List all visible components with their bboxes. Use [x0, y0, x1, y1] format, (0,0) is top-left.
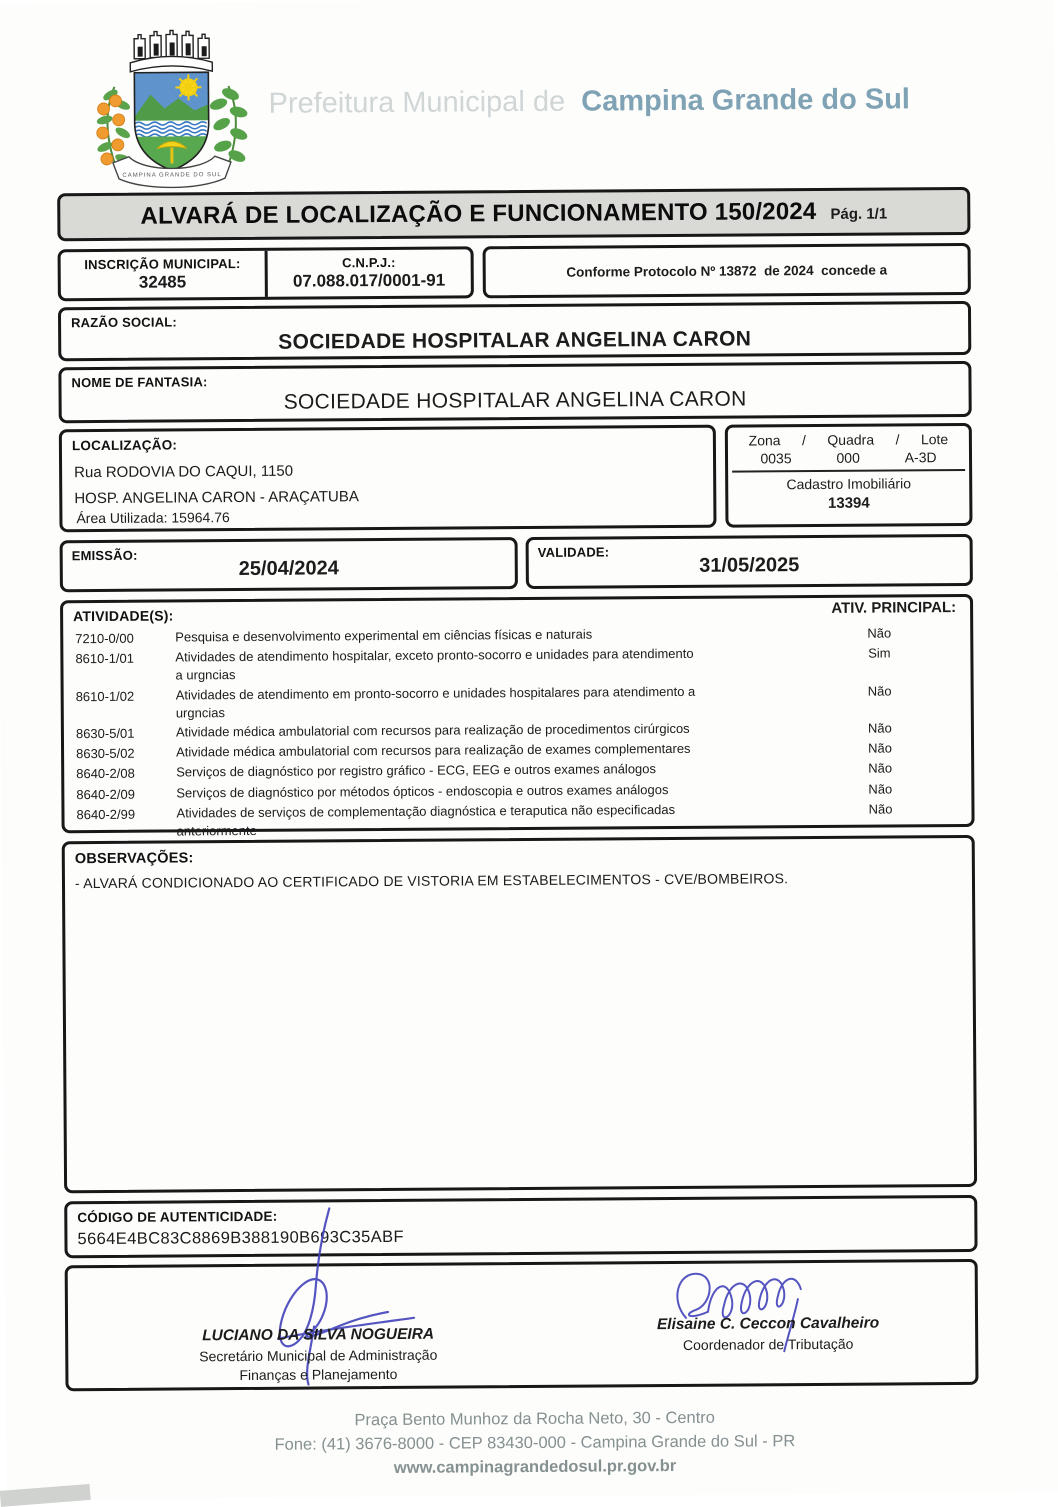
activity-desc: Atividades de atendimento em pronto-socorro e unidades hospitalares para atendimento a urgncias [176, 682, 795, 723]
emissao-date: 25/04/2024 [63, 556, 515, 582]
document-title: ALVARÁ DE LOCALIZAÇÃO E FUNCIONAMENTO 150/2024 [140, 198, 816, 231]
footer-phone: Fone: (41) 3676-8000 - CEP 83430-000 - Campina Grande do Sul - PR [6, 1428, 1058, 1459]
cadastro-value: 13394 [728, 491, 969, 513]
autenticidade-label: CÓDIGO DE AUTENTICIDADE: [77, 1209, 277, 1225]
title-bar [57, 187, 970, 241]
emissao-label: EMISSÃO: [72, 548, 138, 563]
activity-desc: Pesquisa e desenvolvimento experimental em ciências físicas e naturais [175, 624, 794, 647]
address-complement: HOSP. ANGELINA CARON - ARAÇATUBA [74, 488, 359, 507]
inscricao-label: INSCRIÇÃO MUNICIPAL: [84, 256, 240, 272]
address-line: Rua RODOVIA DO CAQUI, 1150 [74, 463, 293, 482]
zql-header [728, 426, 969, 449]
activity-code: 7210-0/00 [75, 628, 175, 648]
activity-code: 8630-5/01 [76, 723, 176, 743]
signer-left-role2: Finanças e Planejamento [108, 1365, 528, 1384]
page-indicator: Pág. 1/1 [830, 201, 887, 222]
signer-left [108, 1325, 528, 1384]
protocolo-box [483, 243, 971, 298]
nome-fantasia-box [58, 361, 971, 423]
activity-code: 8630-5/02 [76, 744, 176, 764]
zona-label: Zona [749, 432, 781, 448]
activity-code: 8640-2/08 [76, 764, 176, 784]
header-org-line [268, 83, 910, 120]
activity-code: 8640-2/99 [76, 804, 176, 824]
signer-right-name: Elisaine C. Ceccon Cavalheiro [588, 1314, 948, 1335]
signer-left-role1: Secretário Municipal de Administração [108, 1346, 528, 1365]
razao-social-box [58, 301, 971, 361]
activity-code: 8610-1/02 [76, 686, 176, 706]
ativ-principal-label: ATIV. PRINCIPAL: [831, 599, 956, 617]
signer-left-name: LUCIANO DA SILVA NOGUEIRA [108, 1325, 528, 1346]
activity-principal: Não [795, 681, 965, 701]
activity-principal: Não [795, 758, 965, 778]
org-prefix: Prefeitura Municipal de [268, 86, 565, 120]
inscricao-cell [61, 251, 265, 298]
signer-right [588, 1314, 948, 1354]
quadra-value: 000 [836, 450, 859, 466]
atividades-box [60, 594, 975, 833]
separator: / [802, 432, 806, 448]
autenticidade-code: 5664E4BC83C8869B388190B693C35ABF [77, 1228, 404, 1249]
emissao-box [60, 537, 518, 592]
observacoes-box [62, 835, 977, 1193]
activity-desc: Serviços de diagnóstico por registro gráfico - ECG, EEG e outros exames análogos [176, 759, 795, 782]
observacoes-label: OBSERVAÇÕES: [75, 850, 194, 867]
activity-row [75, 643, 964, 686]
org-name: Campina Grande do Sul [581, 83, 910, 117]
observacao-line: - ALVARÁ CONDICIONADO AO CERTIFICADO DE VISTORIA EM ESTABELECIMENTOS - CVE/BOMBEIROS. [75, 870, 788, 891]
validade-label: VALIDADE: [538, 544, 610, 559]
razao-social-label: RAZÃO SOCIAL: [71, 314, 177, 330]
activity-code: 8610-1/01 [75, 649, 175, 669]
ribbon-text: CAMPINA GRANDE DO SUL [122, 172, 221, 179]
validade-box [526, 534, 973, 589]
municipal-coat-of-arms [88, 24, 255, 189]
activity-principal: Não [795, 799, 965, 819]
activity-code: 8640-2/09 [76, 784, 176, 804]
nome-fantasia-value: SOCIEDADE HOSPITALAR ANGELINA CARON [62, 386, 969, 416]
activity-principal: Não [795, 718, 965, 738]
activity-row [76, 681, 965, 724]
activity-desc: Atividades de serviços de complementação diagnóstica e teraputica não especificadas anteriormente [176, 800, 795, 841]
zona-value: 0035 [760, 450, 791, 466]
activity-principal: Não [794, 623, 964, 643]
area-utilizada: Área Utilizada: 15964.76 [76, 509, 229, 526]
cnpj-value: 07.088.017/0001-91 [293, 271, 445, 292]
localizacao-label: LOCALIZAÇÃO: [72, 437, 177, 453]
quadra-label: Quadra [827, 432, 874, 448]
separator: / [895, 431, 899, 447]
lote-label: Lote [921, 431, 948, 447]
atividades-label: ATIVIDADE(S): [73, 607, 173, 624]
razao-social-value: SOCIEDADE HOSPITALAR ANGELINA CARON [61, 326, 968, 356]
footer-address: Praça Bento Munhoz da Rocha Neto, 30 - Centro [6, 1404, 1058, 1435]
activity-principal: Não [795, 738, 965, 758]
autenticidade-box [64, 1195, 977, 1258]
scan-artifact [0, 1484, 91, 1507]
signer-right-role1: Coordenador de Tributação [588, 1335, 948, 1354]
activity-desc: Atividade médica ambulatorial com recursos para realização de procedimentos cirúrgicos [176, 719, 795, 742]
activity-principal: Sim [794, 643, 964, 663]
footer-website: www.campinagrandedosul.pr.gov.br [6, 1452, 1058, 1483]
cnpj-label: C.N.P.J.: [342, 255, 396, 270]
protocolo-text: Conforme Protocolo Nº 13872 de 2024 concede a [566, 262, 887, 279]
zql-values [728, 447, 969, 471]
activity-desc: Atividades de atendimento hospitalar, exceto pronto-socorro e unidades para atendimento a urgncias [175, 644, 794, 685]
inscricao-value: 32485 [139, 272, 186, 292]
zona-quadra-lote-box [725, 423, 973, 528]
registration-box [58, 246, 474, 301]
atividades-list [75, 623, 965, 842]
activity-desc: Serviços de diagnóstico por métodos ópticos - endoscopia e outros exames análogos [176, 780, 795, 803]
activity-row [76, 799, 965, 842]
activity-desc: Atividade médica ambulatorial com recursos para realização de exames complementares [176, 739, 795, 762]
cnpj-cell [264, 249, 471, 296]
cadastro-label: Cadastro Imobiliário [728, 471, 969, 493]
activity-principal: Não [795, 778, 965, 798]
localizacao-box [59, 425, 717, 533]
signatures-box [65, 1259, 979, 1391]
footer [6, 1404, 1058, 1483]
validade-date: 31/05/2025 [529, 553, 970, 579]
nome-fantasia-label: NOME DE FANTASIA: [71, 374, 207, 390]
lote-value: A-3D [905, 449, 937, 465]
